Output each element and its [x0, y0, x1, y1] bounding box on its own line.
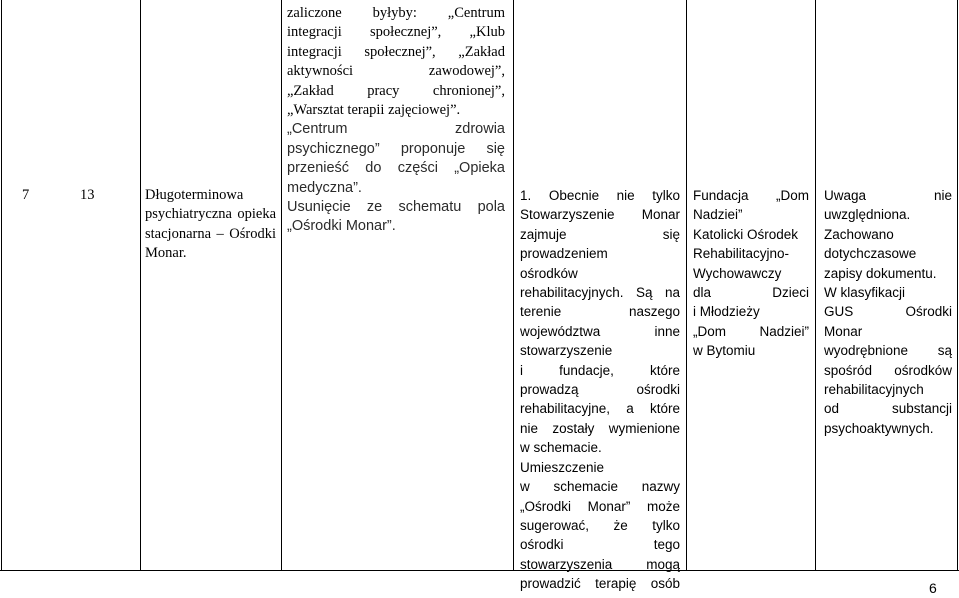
page-reference: 13 [80, 187, 95, 203]
table-divider-3 [513, 0, 514, 570]
submitter-line: Katolicki Ośrodek [693, 226, 799, 242]
remark-line: „Zakład pracy chronionej”, [287, 82, 505, 99]
submitter-line: Wychowawczy [693, 265, 782, 281]
justification-line: w schemacie. [520, 440, 602, 456]
status-line: uwzględniona. [824, 207, 911, 223]
justification-line: rehabilitacyjnych. Są na [520, 285, 680, 301]
status-line: psychoaktywnych. [824, 420, 934, 436]
submitter-line: i Młodzieży [693, 304, 760, 320]
justification-line: prowadzeniem [520, 246, 608, 262]
table-divider-2 [281, 0, 282, 570]
remark-line: integracji społecznej”, „Klub [287, 24, 505, 41]
table-border-left [1, 0, 2, 570]
status-line: Uwaga nie [824, 188, 952, 203]
remark-line: integracji społecznej”, „Zakład [287, 43, 505, 60]
justification-line: zajmuje się [520, 226, 680, 242]
facility-line: stacjonarna – Ośrodki [145, 225, 276, 242]
status-line: od substancji [824, 401, 952, 417]
remark-line: przenieść do części „Opieka [287, 160, 505, 177]
facility-line: Długoterminowa [145, 187, 244, 203]
remark-line: „Ośrodki Monar”. [287, 218, 396, 235]
status-line: wyodrębnione są [824, 343, 952, 359]
row-number: 7 [22, 187, 30, 203]
remark-line: Usunięcie ze schematu pola [287, 199, 505, 216]
status-line: spośród ośrodków [824, 362, 952, 378]
justification-line: stowarzyszenie [520, 343, 613, 359]
status-line: Zachowano [824, 226, 894, 242]
justification-line: 1. Obecnie nie tylko [520, 188, 680, 203]
table-border-right [957, 0, 958, 570]
justification-line: sugerować, że tylko [520, 517, 680, 533]
justification-line: terenie naszego [520, 304, 680, 320]
status-line: GUS Ośrodki [824, 304, 952, 320]
remark-cell [287, 4, 505, 237]
justification-line: prowadzą ośrodki [520, 382, 680, 398]
submitter-line: Nadziei” [693, 207, 743, 223]
submitter-cell [693, 186, 809, 361]
justification-line: prowadzić terapię osób [520, 576, 680, 592]
status-cell [824, 186, 952, 438]
justification-line: w schemacie nazwy [520, 479, 680, 495]
status-line: zapisy dokumentu. [824, 265, 937, 281]
status-line: Monar [824, 323, 863, 339]
submitter-line: dla Dzieci [693, 285, 809, 301]
table-border-bottom [0, 570, 959, 571]
remark-line: zaliczone byłyby: „Centrum [287, 5, 505, 21]
justification-line: „Ośrodki Monar” może [520, 498, 680, 514]
status-line: dotychczasowe [824, 246, 917, 262]
page-number: 6 [929, 580, 937, 596]
status-line: rehabilitacyjnych [824, 382, 924, 398]
table-divider-1 [140, 0, 141, 570]
status-line: W klasyfikacji [824, 285, 906, 301]
facility-cell [145, 186, 276, 264]
table-divider-5 [815, 0, 816, 570]
justification-line: ośrodków [520, 265, 578, 281]
remark-line: „Warsztat terapii zajęciowej”. [287, 102, 461, 119]
justification-line: Stowarzyszenie Monar [520, 207, 680, 223]
remark-line: psychicznego” proponuje się [287, 140, 505, 157]
justification-cell [520, 186, 680, 594]
remark-line: „Centrum zdrowia [287, 121, 505, 138]
submitter-line: Fundacja „Dom [693, 188, 809, 203]
submitter-line: w Bytomiu [693, 343, 756, 359]
justification-line: stowarzyszenia mogą [520, 556, 680, 572]
facility-line: Monar. [145, 245, 187, 262]
justification-line: ośrodki tego [520, 537, 680, 553]
remark-line: aktywności zawodowej”, [287, 63, 505, 80]
submitter-line: „Dom Nadziei” [693, 323, 809, 339]
justification-line: Umieszczenie [520, 459, 605, 475]
remark-line: medyczna”. [287, 179, 362, 196]
justification-line: województwa inne [520, 323, 680, 339]
facility-line: psychiatryczna opieka [145, 206, 276, 223]
justification-line: rehabilitacyjne, a które [520, 401, 680, 417]
justification-line: i fundacje, które [520, 362, 680, 378]
submitter-line: Rehabilitacyjno- [693, 246, 790, 262]
table-divider-4 [686, 0, 687, 570]
justification-line: nie zostały wymienione [520, 420, 680, 436]
